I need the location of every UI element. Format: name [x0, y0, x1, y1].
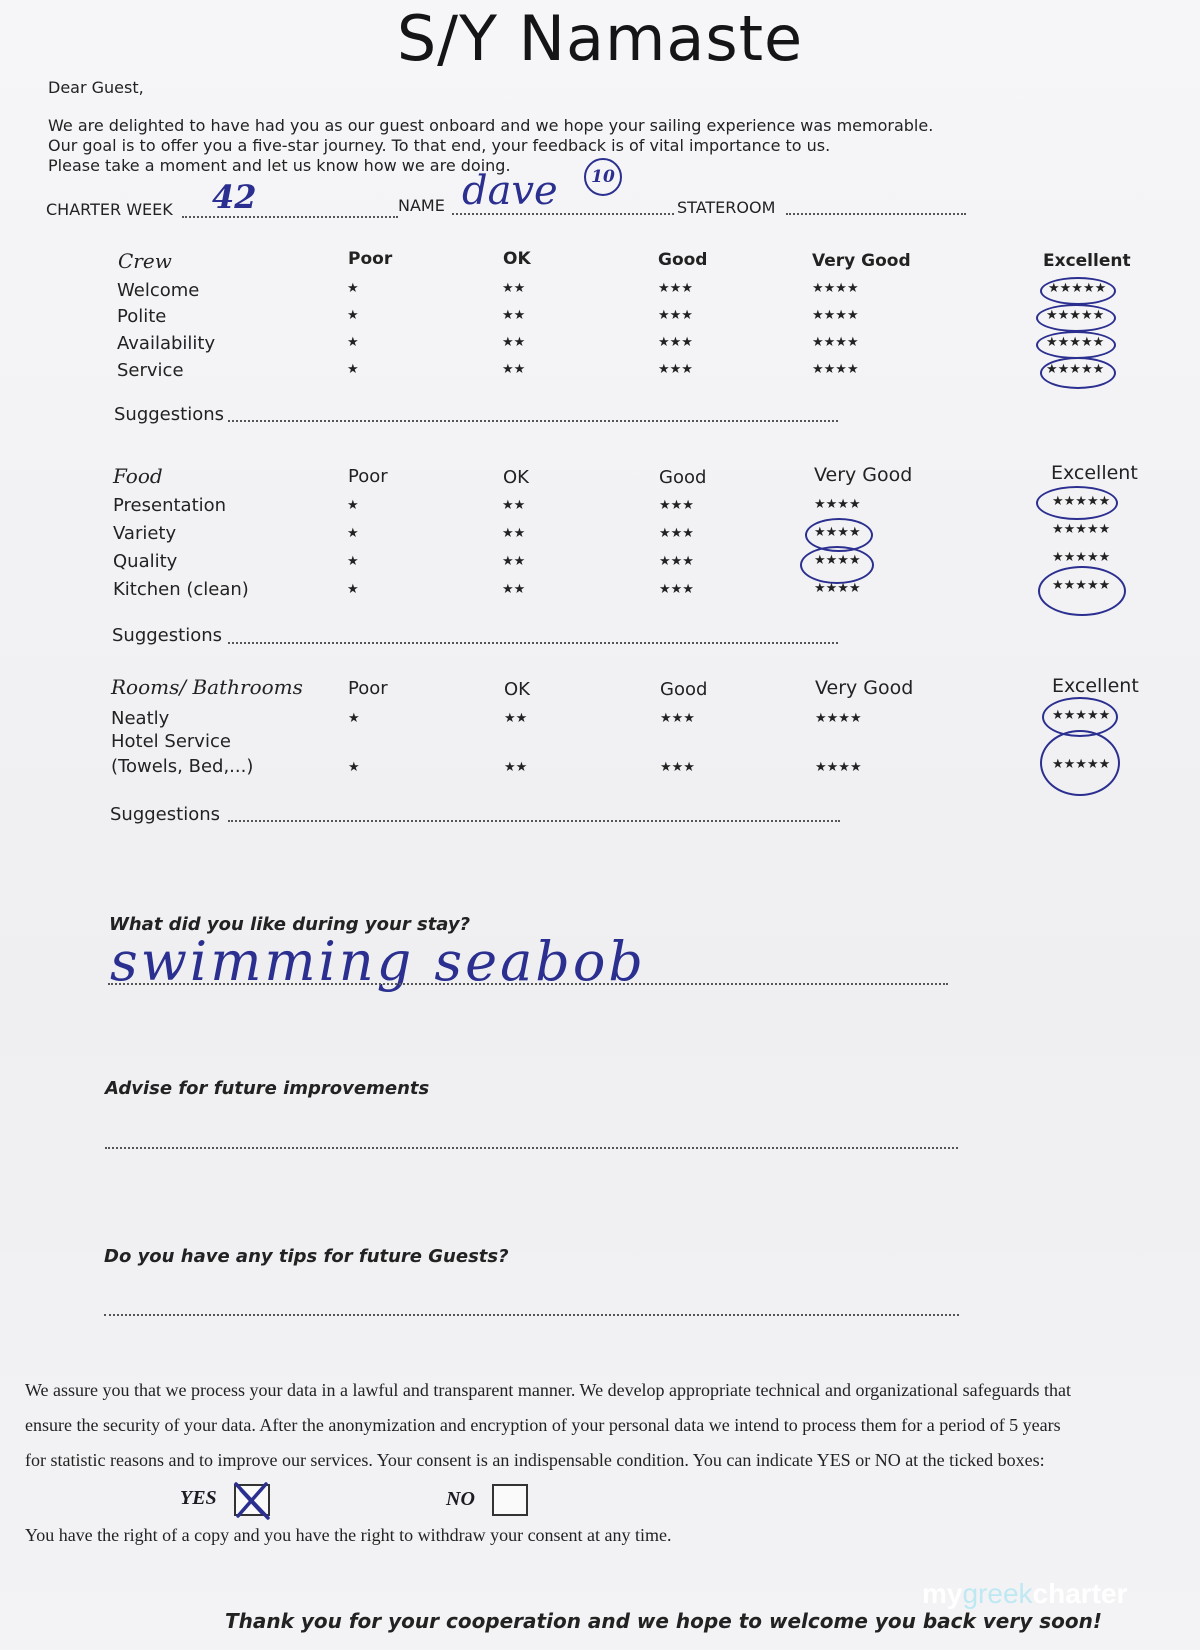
row-label-hotel-service-detail: (Towels, Bed,...)	[111, 756, 254, 777]
star-option-1[interactable]: ★	[347, 335, 359, 350]
suggestions-label-food: Suggestions	[112, 625, 222, 646]
suggestions-line-crew[interactable]	[228, 420, 838, 422]
col-very-good: Very Good	[814, 464, 913, 486]
star-option-2[interactable]: ★★	[502, 582, 526, 597]
intro-line-2: Our goal is to offer you a five-star journey. To that end, your feedback is of vital importance to us.	[48, 136, 831, 155]
star-option-2[interactable]: ★★	[502, 526, 526, 541]
row-label-polite: Polite	[117, 306, 167, 327]
col-very-good: Very Good	[815, 677, 914, 699]
col-very-good: Very Good	[812, 251, 911, 271]
selected-rating-circle	[800, 546, 874, 584]
col-ok: OK	[503, 249, 531, 269]
thank-you-text: Thank you for your cooperation and we hope to welcome you back very soon!	[225, 1609, 1102, 1633]
star-option-3[interactable]: ★★★	[660, 711, 695, 726]
col-ok: OK	[504, 679, 530, 700]
consent-yes-label: YES	[180, 1487, 217, 1509]
star-option-2[interactable]: ★★	[502, 498, 526, 513]
star-option-5[interactable]: ★★★★★	[1052, 522, 1111, 537]
selected-rating-circle	[1036, 304, 1116, 332]
suggestions-line-food[interactable]	[228, 642, 838, 644]
star-option-4[interactable]: ★★★★	[814, 497, 861, 512]
star-option-2[interactable]: ★★	[502, 335, 526, 350]
star-option-3[interactable]: ★★★	[658, 281, 693, 296]
row-label-welcome: Welcome	[117, 280, 200, 301]
suggestions-label-rooms: Suggestions	[110, 804, 220, 825]
answer-line-liked	[108, 983, 948, 985]
name-note-circled: 10	[584, 158, 622, 196]
star-option-1[interactable]: ★	[347, 526, 359, 541]
col-poor: Poor	[348, 678, 388, 699]
star-option-5[interactable]: ★★★★★	[1052, 550, 1111, 565]
star-option-2[interactable]: ★★	[504, 711, 528, 726]
star-option-5[interactable]: ★★★★★	[1052, 494, 1111, 509]
answer-liked[interactable]: swimming seabob	[110, 930, 646, 993]
row-label-variety: Variety	[113, 523, 177, 544]
row-label-kitchen: Kitchen (clean)	[113, 579, 249, 600]
greeting: Dear Guest,	[48, 78, 144, 97]
watermark-part-charter: charter	[1032, 1578, 1128, 1609]
selected-rating-circle	[1040, 357, 1116, 389]
watermark-logo	[922, 1578, 1127, 1610]
star-option-3[interactable]: ★★★	[659, 526, 694, 541]
star-option-3[interactable]: ★★★	[658, 308, 693, 323]
star-option-3[interactable]: ★★★	[659, 498, 694, 513]
col-excellent: Excellent	[1043, 251, 1131, 271]
star-option-5[interactable]: ★★★★★	[1046, 362, 1105, 377]
intro-line-3: Please take a moment and let us know how we are doing.	[48, 156, 511, 175]
star-option-1[interactable]: ★	[347, 498, 359, 513]
star-option-2[interactable]: ★★	[504, 760, 528, 775]
selected-rating-circle	[1040, 730, 1120, 796]
star-option-2[interactable]: ★★	[502, 362, 526, 377]
charter-week-label: CHARTER WEEK	[46, 200, 173, 219]
section-title-food: Food	[113, 464, 163, 488]
answer-line-improvements[interactable]	[105, 1147, 958, 1149]
star-option-4[interactable]: ★★★★	[812, 281, 859, 296]
col-good: Good	[660, 679, 708, 700]
stateroom-line	[786, 213, 966, 215]
section-title-rooms: Rooms/ Bathrooms	[111, 675, 303, 699]
star-option-4[interactable]: ★★★★	[814, 581, 861, 596]
star-option-4[interactable]: ★★★★	[812, 362, 859, 377]
col-excellent: Excellent	[1052, 675, 1139, 697]
star-option-1[interactable]: ★	[347, 281, 359, 296]
star-option-3[interactable]: ★★★	[659, 582, 694, 597]
star-option-1[interactable]: ★	[347, 362, 359, 377]
col-good: Good	[659, 467, 707, 488]
col-poor: Poor	[348, 249, 393, 269]
consent-no-label: NO	[446, 1488, 475, 1510]
stateroom-label: STATEROOM	[677, 198, 776, 217]
question-tips: Do you have any tips for future Guests?	[104, 1246, 509, 1267]
star-option-2[interactable]: ★★	[502, 554, 526, 569]
col-ok: OK	[503, 467, 529, 488]
suggestions-line-rooms[interactable]	[228, 820, 840, 822]
col-excellent: Excellent	[1051, 462, 1138, 484]
row-label-service: Service	[117, 360, 184, 381]
star-option-4[interactable]: ★★★★	[814, 525, 861, 540]
checkmark-x-icon	[232, 1480, 272, 1520]
star-option-3[interactable]: ★★★	[660, 760, 695, 775]
legal-line-2: ensure the security of your data. After the anonymization and encryption of your personal data we intend to process them for a period of 5 years	[25, 1415, 1061, 1435]
row-label-availability: Availability	[117, 333, 216, 354]
star-option-1[interactable]: ★	[347, 554, 359, 569]
legal-line-3: for statistic reasons and to improve our services. Your consent is an indispensable condition. You can indicate YES or NO at the ticked boxes:	[25, 1450, 1045, 1470]
col-poor: Poor	[348, 466, 388, 487]
page-title: S/Y Namaste	[396, 2, 804, 75]
name-value[interactable]: dave	[462, 168, 558, 214]
star-option-1[interactable]: ★	[348, 711, 360, 726]
row-label-presentation: Presentation	[113, 495, 227, 516]
selected-rating-circle	[1036, 331, 1116, 359]
legal-line-1: We assure you that we process your data in a lawful and transparent manner. We develop appropriate technical and organizational safeguards that	[25, 1380, 1072, 1400]
answer-line-tips[interactable]	[104, 1314, 959, 1316]
question-improvements: Advise for future improvements	[105, 1078, 430, 1099]
selected-rating-circle	[1040, 277, 1116, 305]
charter-week-value[interactable]: 42	[212, 178, 257, 216]
star-option-5[interactable]: ★★★★★	[1046, 308, 1105, 323]
question-liked: What did you like during your stay?	[109, 914, 471, 935]
rights-text: You have the right of a copy and you have the right to withdraw your consent at any time.	[25, 1525, 672, 1545]
selected-rating-circle	[1036, 486, 1118, 520]
star-option-1[interactable]: ★	[348, 760, 360, 775]
consent-yes-checkbox[interactable]	[234, 1484, 270, 1516]
star-option-1[interactable]: ★	[347, 582, 359, 597]
star-option-3[interactable]: ★★★	[658, 362, 693, 377]
star-option-2[interactable]: ★★	[502, 281, 526, 296]
name-label: NAME	[398, 196, 445, 215]
star-option-4[interactable]: ★★★★	[812, 335, 859, 350]
star-option-5[interactable]: ★★★★★	[1052, 578, 1111, 593]
row-label-neatly: Neatly	[111, 708, 170, 729]
section-title-crew: Crew	[118, 249, 172, 273]
star-option-4[interactable]: ★★★★	[812, 308, 859, 323]
charter-week-line	[182, 216, 398, 218]
row-label-hotel-service: Hotel Service	[111, 731, 231, 752]
star-option-5[interactable]: ★★★★★	[1048, 281, 1107, 296]
star-option-3[interactable]: ★★★	[659, 554, 694, 569]
star-option-4[interactable]: ★★★★	[815, 711, 862, 726]
star-option-1[interactable]: ★	[347, 308, 359, 323]
consent-no-checkbox[interactable]	[492, 1484, 528, 1516]
row-label-quality: Quality	[113, 551, 178, 572]
star-option-4[interactable]: ★★★★	[815, 760, 862, 775]
watermark-part-my: my	[922, 1578, 963, 1609]
star-option-5[interactable]: ★★★★★	[1052, 708, 1111, 723]
star-option-2[interactable]: ★★	[502, 308, 526, 323]
col-good: Good	[658, 250, 708, 270]
selected-rating-circle	[1038, 566, 1126, 616]
star-option-5[interactable]: ★★★★★	[1046, 335, 1105, 350]
suggestions-label-crew: Suggestions	[114, 404, 224, 425]
watermark-part-greek: greek	[962, 1578, 1033, 1609]
star-option-4[interactable]: ★★★★	[814, 553, 861, 568]
star-option-5[interactable]: ★★★★★	[1052, 757, 1111, 772]
intro-line-1: We are delighted to have had you as our guest onboard and we hope your sailing experience was memorable.	[48, 116, 934, 135]
star-option-3[interactable]: ★★★	[658, 335, 693, 350]
